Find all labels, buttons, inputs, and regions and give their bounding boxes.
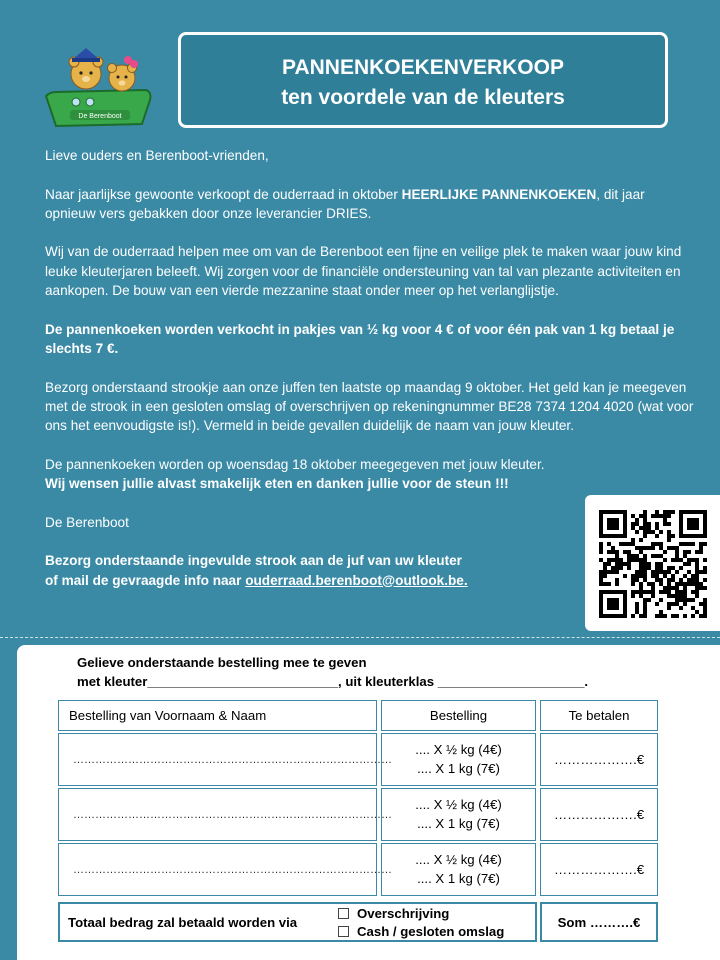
qr-code[interactable] [585, 495, 720, 631]
title-line-1: PANNENKOEKENVERKOOP [282, 56, 564, 79]
row-3-order[interactable]: .... X ½ kg (4€) .... X 1 kg (7€) [381, 843, 536, 896]
title-line-2: ten voordele van de kleuters [281, 86, 565, 109]
cut-line [0, 637, 720, 638]
row-1-pay-field[interactable]: ……………….€ [540, 733, 658, 786]
paragraph-2: Wij van de ouderraad helpen mee om van de Berenboot een fijne en veilige plek te maken waar jouw kind leuke kleuterjaren beleeft. Wij zorgen voor de financiële ondersteuning van tal van plezante activiteiten en aankopen. De bouw van een vierde mezzanine staat onder meer op het verlanglijstje. [45, 244, 682, 299]
child-class-fields[interactable]: met kleuter__________________________, uit kleuterklas ____________________. [77, 674, 589, 689]
berenboot-logo [42, 40, 160, 130]
qr-code-icon [599, 510, 707, 618]
row-2-order[interactable]: .... X ½ kg (4€) .... X 1 kg (7€) [381, 788, 536, 841]
greeting: Lieve ouders en Berenboot-vrienden, [45, 148, 269, 163]
row-1-order[interactable]: .... X ½ kg (4€) .... X 1 kg (7€) [381, 733, 536, 786]
checkbox-icon[interactable] [338, 926, 349, 937]
signature: De Berenboot [45, 514, 129, 530]
row-3-name-field[interactable]: …………………………………………………………………………… [58, 843, 377, 896]
title-box [178, 32, 668, 128]
row-1-name-field[interactable]: …………………………………………………………………………… [58, 733, 377, 786]
checkbox-icon[interactable] [338, 908, 349, 919]
option-transfer[interactable]: Overschrijving [338, 905, 504, 923]
paragraph-4: Bezorg onderstaand strookje aan onze juffen ten laatste op maandag 9 oktober. Het geld kan je meegeven met de strook in een gesloten omslag of overschrijven op rekeningnummer BE28 7374 1204 4020 (wat voor ons het eenvoudigste is!). Vermeld in beide gevallen duidelijk de naam van jouw kleuter. [45, 379, 694, 434]
header-order: Bestelling [381, 700, 536, 731]
form-intro: Gelieve onderstaande bestelling mee te geven met kleuter__________________________, uit kleuterklas ____________________. [77, 655, 589, 689]
row-2-pay-field[interactable]: ……………….€ [540, 788, 658, 841]
sum-field[interactable]: Som ……….€ [540, 902, 658, 942]
paragraph-1: Naar jaarlijkse gewoonte verkoopt de ouderraad in oktober HEERLIJKE PANNENKOEKEN, dit jaar opnieuw vers gebakken door onze leverancier DRIES. [45, 186, 645, 221]
closing: Bezorg onderstaande ingevulde strook aan de juf van uw kleuter of mail de gevraagde info naar ouderraad.berenboot@outlook.be. [45, 553, 468, 588]
header-pay: Te betalen [540, 700, 658, 731]
total-label: Totaal bedrag zal betaald worden via [68, 915, 298, 930]
row-3-pay-field[interactable]: ……………….€ [540, 843, 658, 896]
payment-options [338, 905, 504, 941]
paragraph-5: De pannenkoeken worden op woensdag 18 oktober meegegeven met jouw kleuter. Wij wensen jullie alvast smakelijk eten en danken jullie voor de steun !!! [45, 456, 545, 492]
option-cash[interactable]: Cash / gesloten omslag [338, 923, 504, 941]
total-box [58, 902, 537, 942]
logo-caption: De Berenboot [78, 113, 122, 120]
email-link[interactable]: ouderraad.berenboot@outlook.be. [245, 572, 468, 588]
paragraph-3: De pannenkoeken worden verkocht in pakjes van ½ kg voor 4 € of voor één pak van 1 kg betaal je slechts 7 €. [45, 321, 675, 356]
row-2-name-field[interactable]: …………………………………………………………………………… [58, 788, 377, 841]
order-form [17, 645, 720, 960]
header-name: Bestelling van Voornaam & Naam [58, 700, 377, 731]
